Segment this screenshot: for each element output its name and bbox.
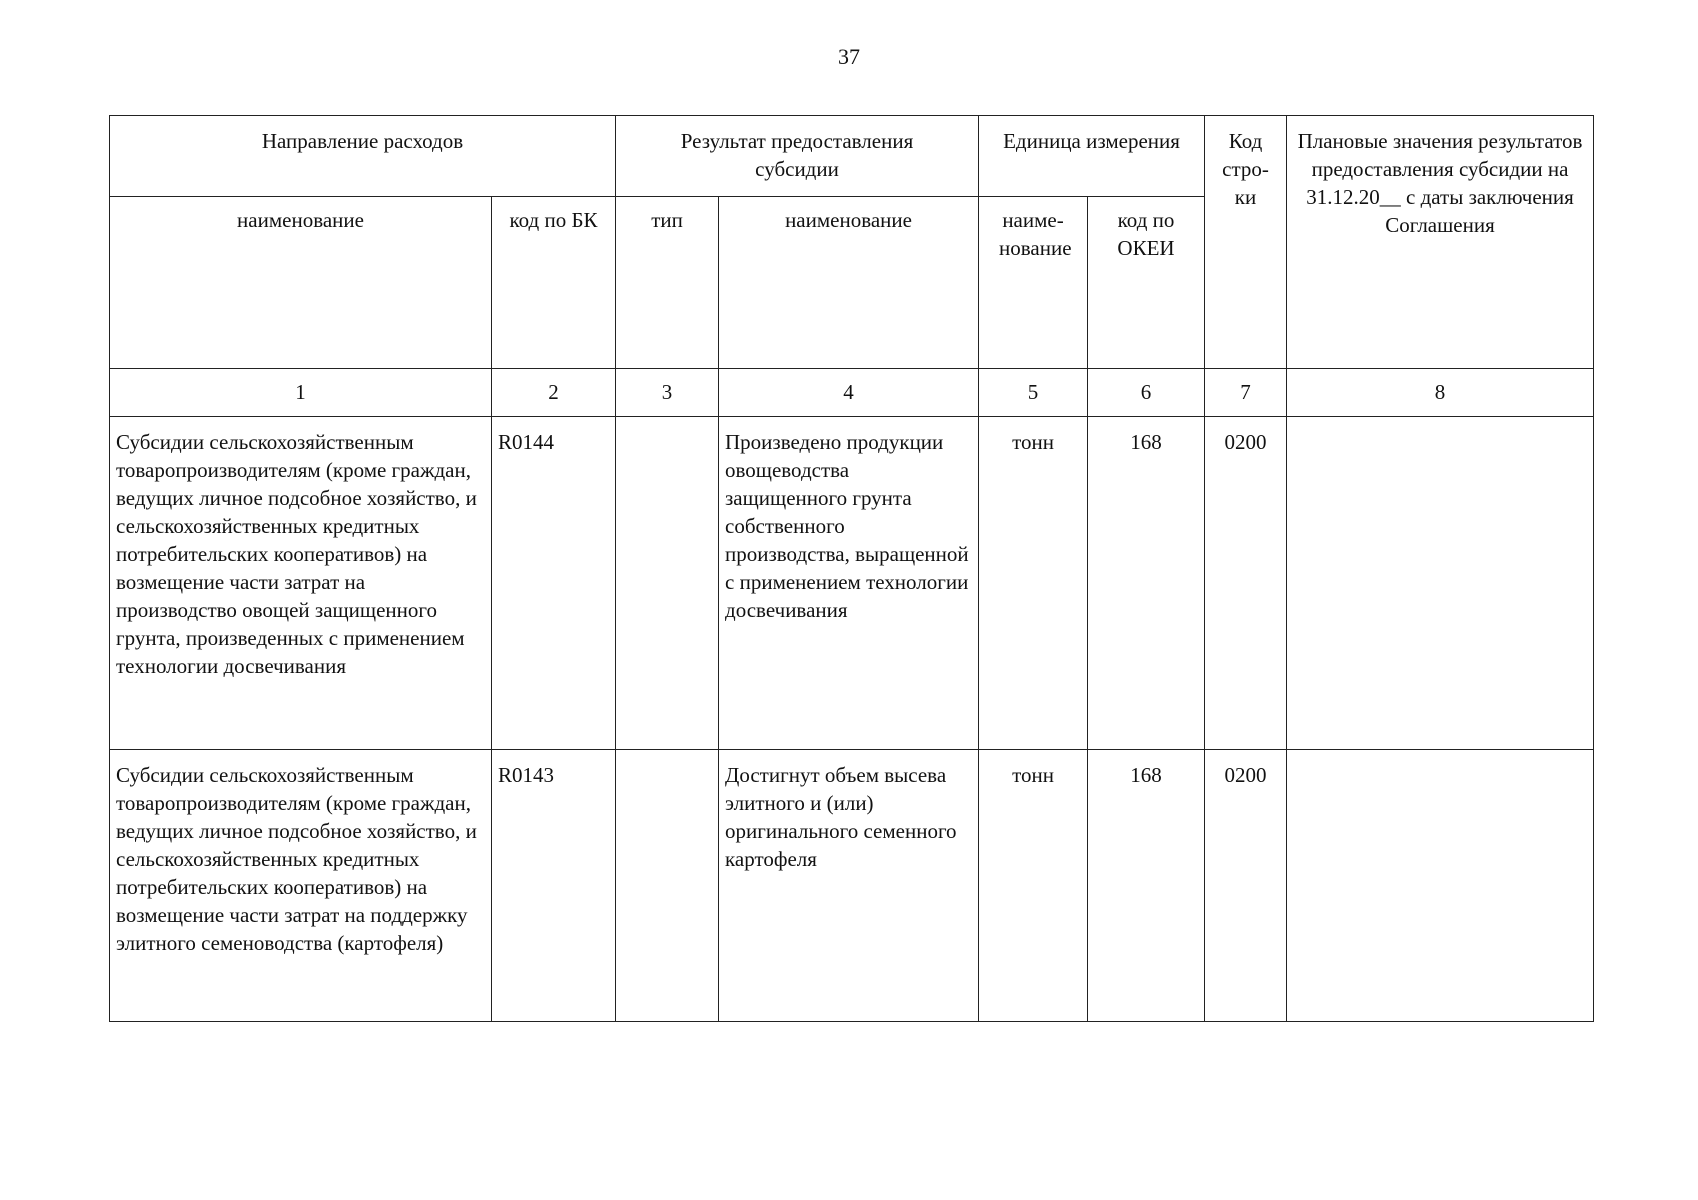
row-type (616, 417, 719, 750)
row-expense-name: Субсидии сельскохозяйственным товаропроизводителям (кроме граждан, ведущих личное подсобное хозяйство, и сельскохозяйственных кредитных потребительских кооперативов) на возмещение части затрат на поддержку элитного семеноводства (картофеля) (110, 750, 492, 1022)
column-number-6: 6 (1088, 369, 1205, 417)
table-row (110, 750, 1594, 1022)
header-type: тип (616, 197, 719, 369)
column-number-1: 1 (110, 369, 492, 417)
header-unit-name (979, 197, 1088, 369)
row-okei-code: 168 (1088, 750, 1205, 1022)
row-row-code: 0200 (1205, 750, 1287, 1022)
header-unit-name-text: наиме-нование (999, 208, 1072, 260)
row-bk-code: R0143 (492, 750, 616, 1022)
row-result-name: Достигнут объем высева элитного и (или) оригинального семенного картофеля (719, 750, 979, 1022)
header-row-top (110, 116, 1594, 197)
row-unit-name: тонн (979, 750, 1088, 1022)
header-name: наименование (110, 197, 492, 369)
row-okei-code: 168 (1088, 417, 1205, 750)
row-row-code: 0200 (1205, 417, 1287, 750)
results-table (109, 115, 1594, 1022)
column-number-7: 7 (1205, 369, 1287, 417)
row-type (616, 750, 719, 1022)
header-unit: Единица измерения (979, 116, 1205, 197)
header-plan-values: Плановые значения результатов предоставления субсидии на 31.12.20__ с даты заключения Соглашения (1287, 116, 1594, 369)
row-expense-name: Субсидии сельскохозяйственным товаропроизводителям (кроме граждан, ведущих личное подсобное хозяйство, и сельскохозяйственных кредитных потребительских кооперативов) на возмещение части затрат на производство овощей защищенного грунта, произведенных с применением технологии досвечивания (110, 417, 492, 750)
header-row-code (1205, 116, 1287, 369)
header-expense-direction: Направление расходов (110, 116, 616, 197)
header-subsidy-result-text: Результат предоставления субсидии (680, 129, 914, 181)
row-plan-value (1287, 750, 1594, 1022)
column-number-2: 2 (492, 369, 616, 417)
row-bk-code: R0144 (492, 417, 616, 750)
header-bk-code: код по БК (492, 197, 616, 369)
column-number-4: 4 (719, 369, 979, 417)
row-plan-value (1287, 417, 1594, 750)
column-number-3: 3 (616, 369, 719, 417)
page-number: 37 (838, 44, 860, 69)
header-okei-code-text: код по ОКЕИ (1117, 208, 1175, 260)
row-unit-name: тонн (979, 417, 1088, 750)
header-result-name: наименование (719, 197, 979, 369)
column-number-8: 8 (1287, 369, 1594, 417)
header-row-code-text: Код стро-ки (1222, 129, 1269, 209)
row-result-name: Произведено продукции овощеводства защищенного грунта собственного производства, выращенной с применением технологии досвечивания (719, 417, 979, 750)
header-okei-code (1088, 197, 1205, 369)
header-subsidy-result (616, 116, 979, 197)
column-number-5: 5 (979, 369, 1088, 417)
table-row (110, 417, 1594, 750)
column-numbers-row (110, 369, 1594, 417)
